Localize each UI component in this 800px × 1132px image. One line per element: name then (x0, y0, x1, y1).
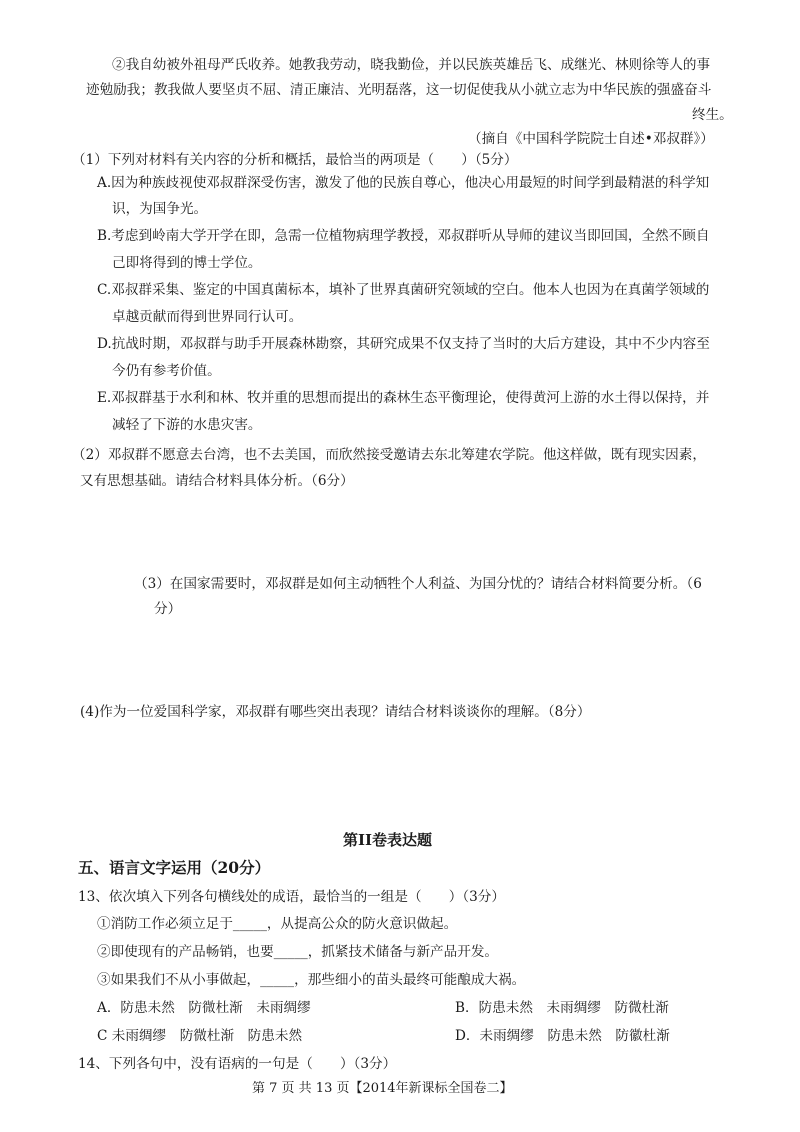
q3-line-1: （3）在国家需要时，邓叔群是如何主动牺牲个人利益、为国分忧的？请结合材料简要分析。（6 (134, 576, 702, 592)
q1-option-e-line-2: 减轻了下游的水患灾害。 (112, 417, 262, 433)
q13-option-d: D．未雨绸缪 防患未然 防徽杜渐 (455, 1028, 670, 1044)
q2-line-2: 又有思想基础。请结合材料具体分析。（6分） (80, 473, 354, 489)
passage-source: （摘自《中国科学院院士自述•邓叔群》） (468, 131, 714, 147)
page-footer: 第 7 页 共 13 页【2014年新课标全国卷二】 (252, 1081, 513, 1096)
q1-option-c-line-2: 卓越贡献而得到世界同行认可。 (112, 309, 303, 325)
q13-sentence-1: ①消防工作必须立足于_____，从提高公众的防火意识做起。 (97, 916, 458, 932)
q1-stem: （1）下列对材料有关内容的分析和概括，最恰当的两项是（ ）（5分） (72, 152, 518, 168)
q1-option-b-line-2: 己即将得到的博士学位。 (112, 255, 262, 271)
q1-option-a-line-2: 识，为国争光。 (112, 201, 208, 217)
q13-sentence-3: ③如果我们不从小事做起，_____，那些细小的苗头最终可能酿成大祸。 (97, 972, 526, 988)
q13-option-a: A．防患未然 防微杜渐 未雨绸缪 (97, 1000, 311, 1016)
q1-option-d-line-1: D.抗战时期，邓叔群与助手开展森林勘察，其研究成果不仅支持了当时的大后方建设，其中不少内容至 (97, 336, 710, 352)
passage-line-3: 终生。 (692, 107, 733, 123)
q1-option-a-line-1: A.因为种族歧视使邓叔群深受伤害，激发了他的民族自尊心，他决心用最短的时间学到最精湛的科学知 (97, 175, 710, 191)
q1-option-d-line-2: 今仍有参考价值。 (112, 363, 221, 379)
passage-line-2: 迹勉励我；教我做人要坚贞不屈、清正廉洁、光明磊落，这一切促使我从小就立志为中华民族的强盛奋斗 (86, 82, 712, 98)
q13-stem: 13、依次填入下列各句横线处的成语，最恰当的一组是（ ）（3分） (78, 889, 505, 905)
q3-line-2: 分） (154, 601, 182, 617)
part-2-title: 第II卷表达题 (343, 831, 433, 849)
q2-line-1: （2）邓叔群不愿意去台湾，也不去美国，而欣然接受邀请去东北筹建农学院。他这样做，既有现实因素， (72, 447, 706, 463)
q1-option-c-line-1: C.邓叔群采集、鉴定的中国真菌标本，填补了世界真菌研究领域的空白。他本人也因为在真菌学领域的 (97, 282, 710, 298)
q4-line-1: (4)作为一位爱国科学家，邓叔群有哪些突出表现？请结合材料谈谈你的理解。（8分） (80, 704, 591, 720)
q13-option-c: C 未雨绸缪 防微杜渐 防患未然 (97, 1028, 303, 1044)
q13-sentence-2: ②即使现有的产品畅销，也要_____，抓紧技术储备与新产品开发。 (97, 944, 499, 960)
section-5-title: 五、语言文字运用（20分） (78, 858, 271, 877)
passage-line-1: ②我自幼被外祖母严氏收养。她教我劳动，晓我勤俭，并以民族英雄岳飞、成继光、林则徐等人的事 (112, 57, 711, 73)
q1-option-e-line-1: E.邓叔群基于水利和林、牧并重的思想而提出的森林生态平衡理论，使得黄河上游的水土得以保持，并 (97, 390, 710, 406)
q13-option-b: B．防患未然 未雨绸缪 防微杜渐 (455, 1000, 669, 1016)
q14-stem: 14、下列各句中，没有语病的一句是（ ）（3分） (78, 1056, 397, 1072)
q1-option-b-line-1: B.考虑到岭南大学开学在即，急需一位植物病理学教授，邓叔群听从导师的建议当即回国，全然不顾自 (97, 228, 710, 244)
